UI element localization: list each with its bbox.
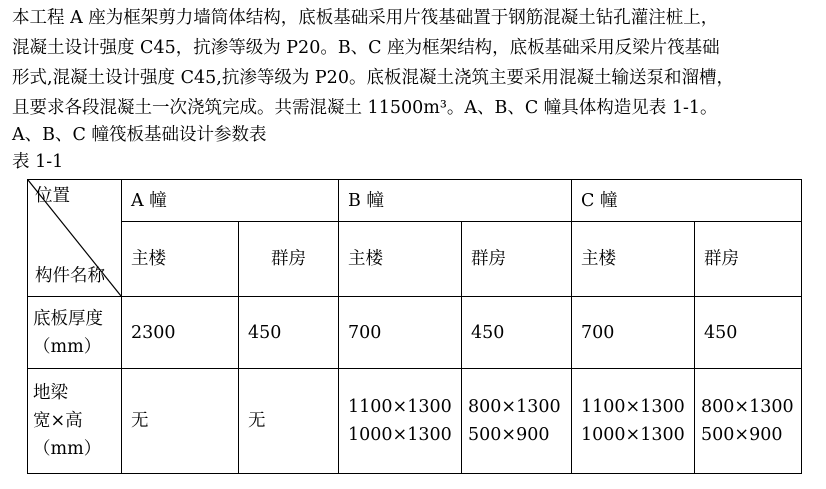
table-cell: 450 [695,297,802,369]
header-row-sub [28,222,802,297]
row-label-line: （mm） [33,336,102,357]
cell-line: 1100×1300 [581,397,685,417]
intro-line: 且要求各段混凝土一次浇筑完成。共需混凝土 11500m³。A、B、C 幢具体构造见表 1-1。 [12,98,718,118]
sub-header-cell: 群房 [239,222,339,297]
cell-line: 500×900 [468,425,550,445]
row-label-line: 地梁 [33,383,68,403]
table-cell [572,369,695,474]
intro-paragraph [12,3,818,123]
intro-line: 本工程 A 座为框架剪力墙筒体结构，底板基础采用片筏基础置于钢筋混凝土钻孔灌注桩上， [12,8,719,28]
row-label-line: （mm） [33,439,102,459]
building-header-c: C 幢 [572,180,802,222]
row-label-line: 宽×高 [33,411,83,431]
table-cell: 450 [239,297,339,369]
table-row [28,369,802,474]
table-row [28,297,802,369]
corner-label-component: 构件名称 [35,266,105,286]
sub-header-cell: 主楼 [339,222,462,297]
row-label-line: 底板厚度 [33,308,103,329]
corner-header-cell [28,180,122,297]
table-cell [695,369,802,474]
sub-header-cell: 群房 [462,222,572,297]
cell-line: 800×1300 [468,397,561,417]
cell-line: 1000×1300 [581,425,685,445]
table-cell [339,369,462,474]
cell-line: 500×900 [701,425,783,445]
sub-header-cell: 主楼 [572,222,695,297]
table-cell: 450 [462,297,572,369]
row-label-ground-beam [28,369,122,474]
table-cell: 无 [122,369,239,474]
intro-line: 形式,混凝土设计强度 C45,抗渗等级为 P20。底板混凝土浇筑主要采用混凝土输送泵和溜槽， [12,68,734,88]
building-header-a: A 幢 [122,180,339,222]
cell-line: 1000×1300 [348,425,452,445]
cell-line: 800×1300 [701,397,794,417]
row-label-slab-thickness [28,297,122,369]
intro-line: 混凝土设计强度 C45，抗渗等级为 P20。B、C 座为框架结构，底板基础采用反梁片筏基础 [12,38,720,58]
sub-header-cell: 群房 [695,222,802,297]
corner-label-position: 位置 [35,186,70,206]
cell-line: 1100×1300 [348,397,452,417]
table-cell: 700 [572,297,695,369]
table-cell: 2300 [122,297,239,369]
building-header-b: B 幢 [339,180,572,222]
header-row-buildings [28,180,802,222]
parameter-table [27,179,802,474]
table-title: A、B、C 幢筏板基础设计参数表 [12,125,267,145]
table-cell [462,369,572,474]
table-cell: 700 [339,297,462,369]
table-cell: 无 [239,369,339,474]
table-number: 表 1-1 [12,152,64,172]
sub-header-cell: 主楼 [122,222,239,297]
